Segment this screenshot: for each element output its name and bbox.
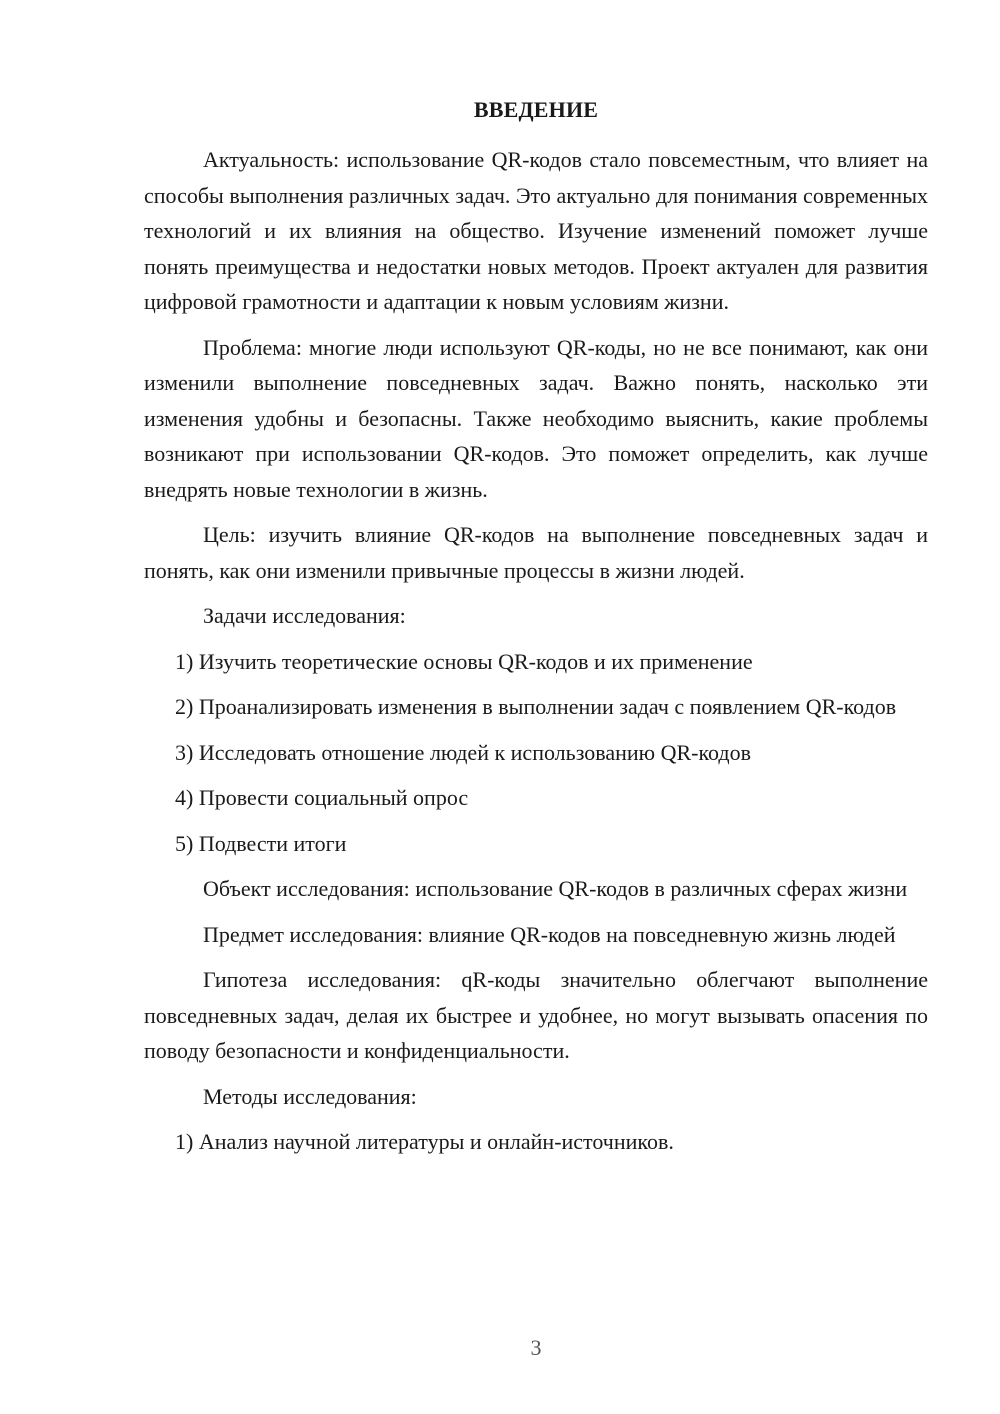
- task-item-5: 5) Подвести итоги: [175, 830, 347, 856]
- paragraph-subject: Предмет исследования: влияние QR-кодов на повседневную жизнь людей: [203, 921, 896, 947]
- task-item-3: 3) Исследовать отношение людей к использованию QR-кодов: [175, 739, 752, 765]
- paragraph-problem: Проблема: многие люди используют QR-коды, но не все понимают, как они изменили выполнение повседневных задач. Важно понять, насколько эти изменения удобны и безопасны. Также необходимо выяснить, какие проблемы возникают при использовании QR-кодов. Это поможет определить, как лучше внедрять новые технологии в жизнь.: [144, 334, 928, 502]
- task-item-4: 4) Провести социальный опрос: [175, 785, 469, 810]
- tasks-heading: Задачи исследования:: [203, 603, 406, 628]
- methods-heading: Методы исследования:: [203, 1083, 417, 1109]
- paragraph-hypothesis: Гипотеза исследования: qR-коды значительно облегчают выполнение повседневных задач, делая их быстрее и удобнее, но могут вызывать опасения по поводу безопасности и конфиденциальности.: [144, 967, 928, 1063]
- task-item-1: 1) Изучить теоретические основы QR-кодов и их применение: [175, 648, 753, 674]
- method-item-1: 1) Анализ научной литературы и онлайн-источников.: [175, 1129, 674, 1154]
- paragraph-goal: Цель: изучить влияние QR-кодов на выполнение повседневных задач и понять, как они изменили привычные процессы в жизни людей.: [144, 522, 928, 583]
- paragraph-object: Объект исследования: использование QR-кодов в различных сферах жизни: [203, 876, 908, 901]
- task-item-2: 2) Проанализировать изменения в выполнении задач с появлением QR-кодов: [175, 694, 897, 719]
- page-number: 3: [530, 1335, 542, 1360]
- paragraph-relevance: Актуальность: использование QR-кодов стало повсеместным, что влияет на способы выполнения различных задач. Это актуально для понимания современных технологий и их влияния на общество. Изучение изменений поможет лучше понять преимущества и недостатки новых методов. Проект актуален для развития цифровой грамотности и адаптации к новым условиям жизни.: [144, 147, 928, 314]
- document-body: [144, 142, 928, 1160]
- page-title: ВВЕДЕНИЕ: [473, 97, 599, 122]
